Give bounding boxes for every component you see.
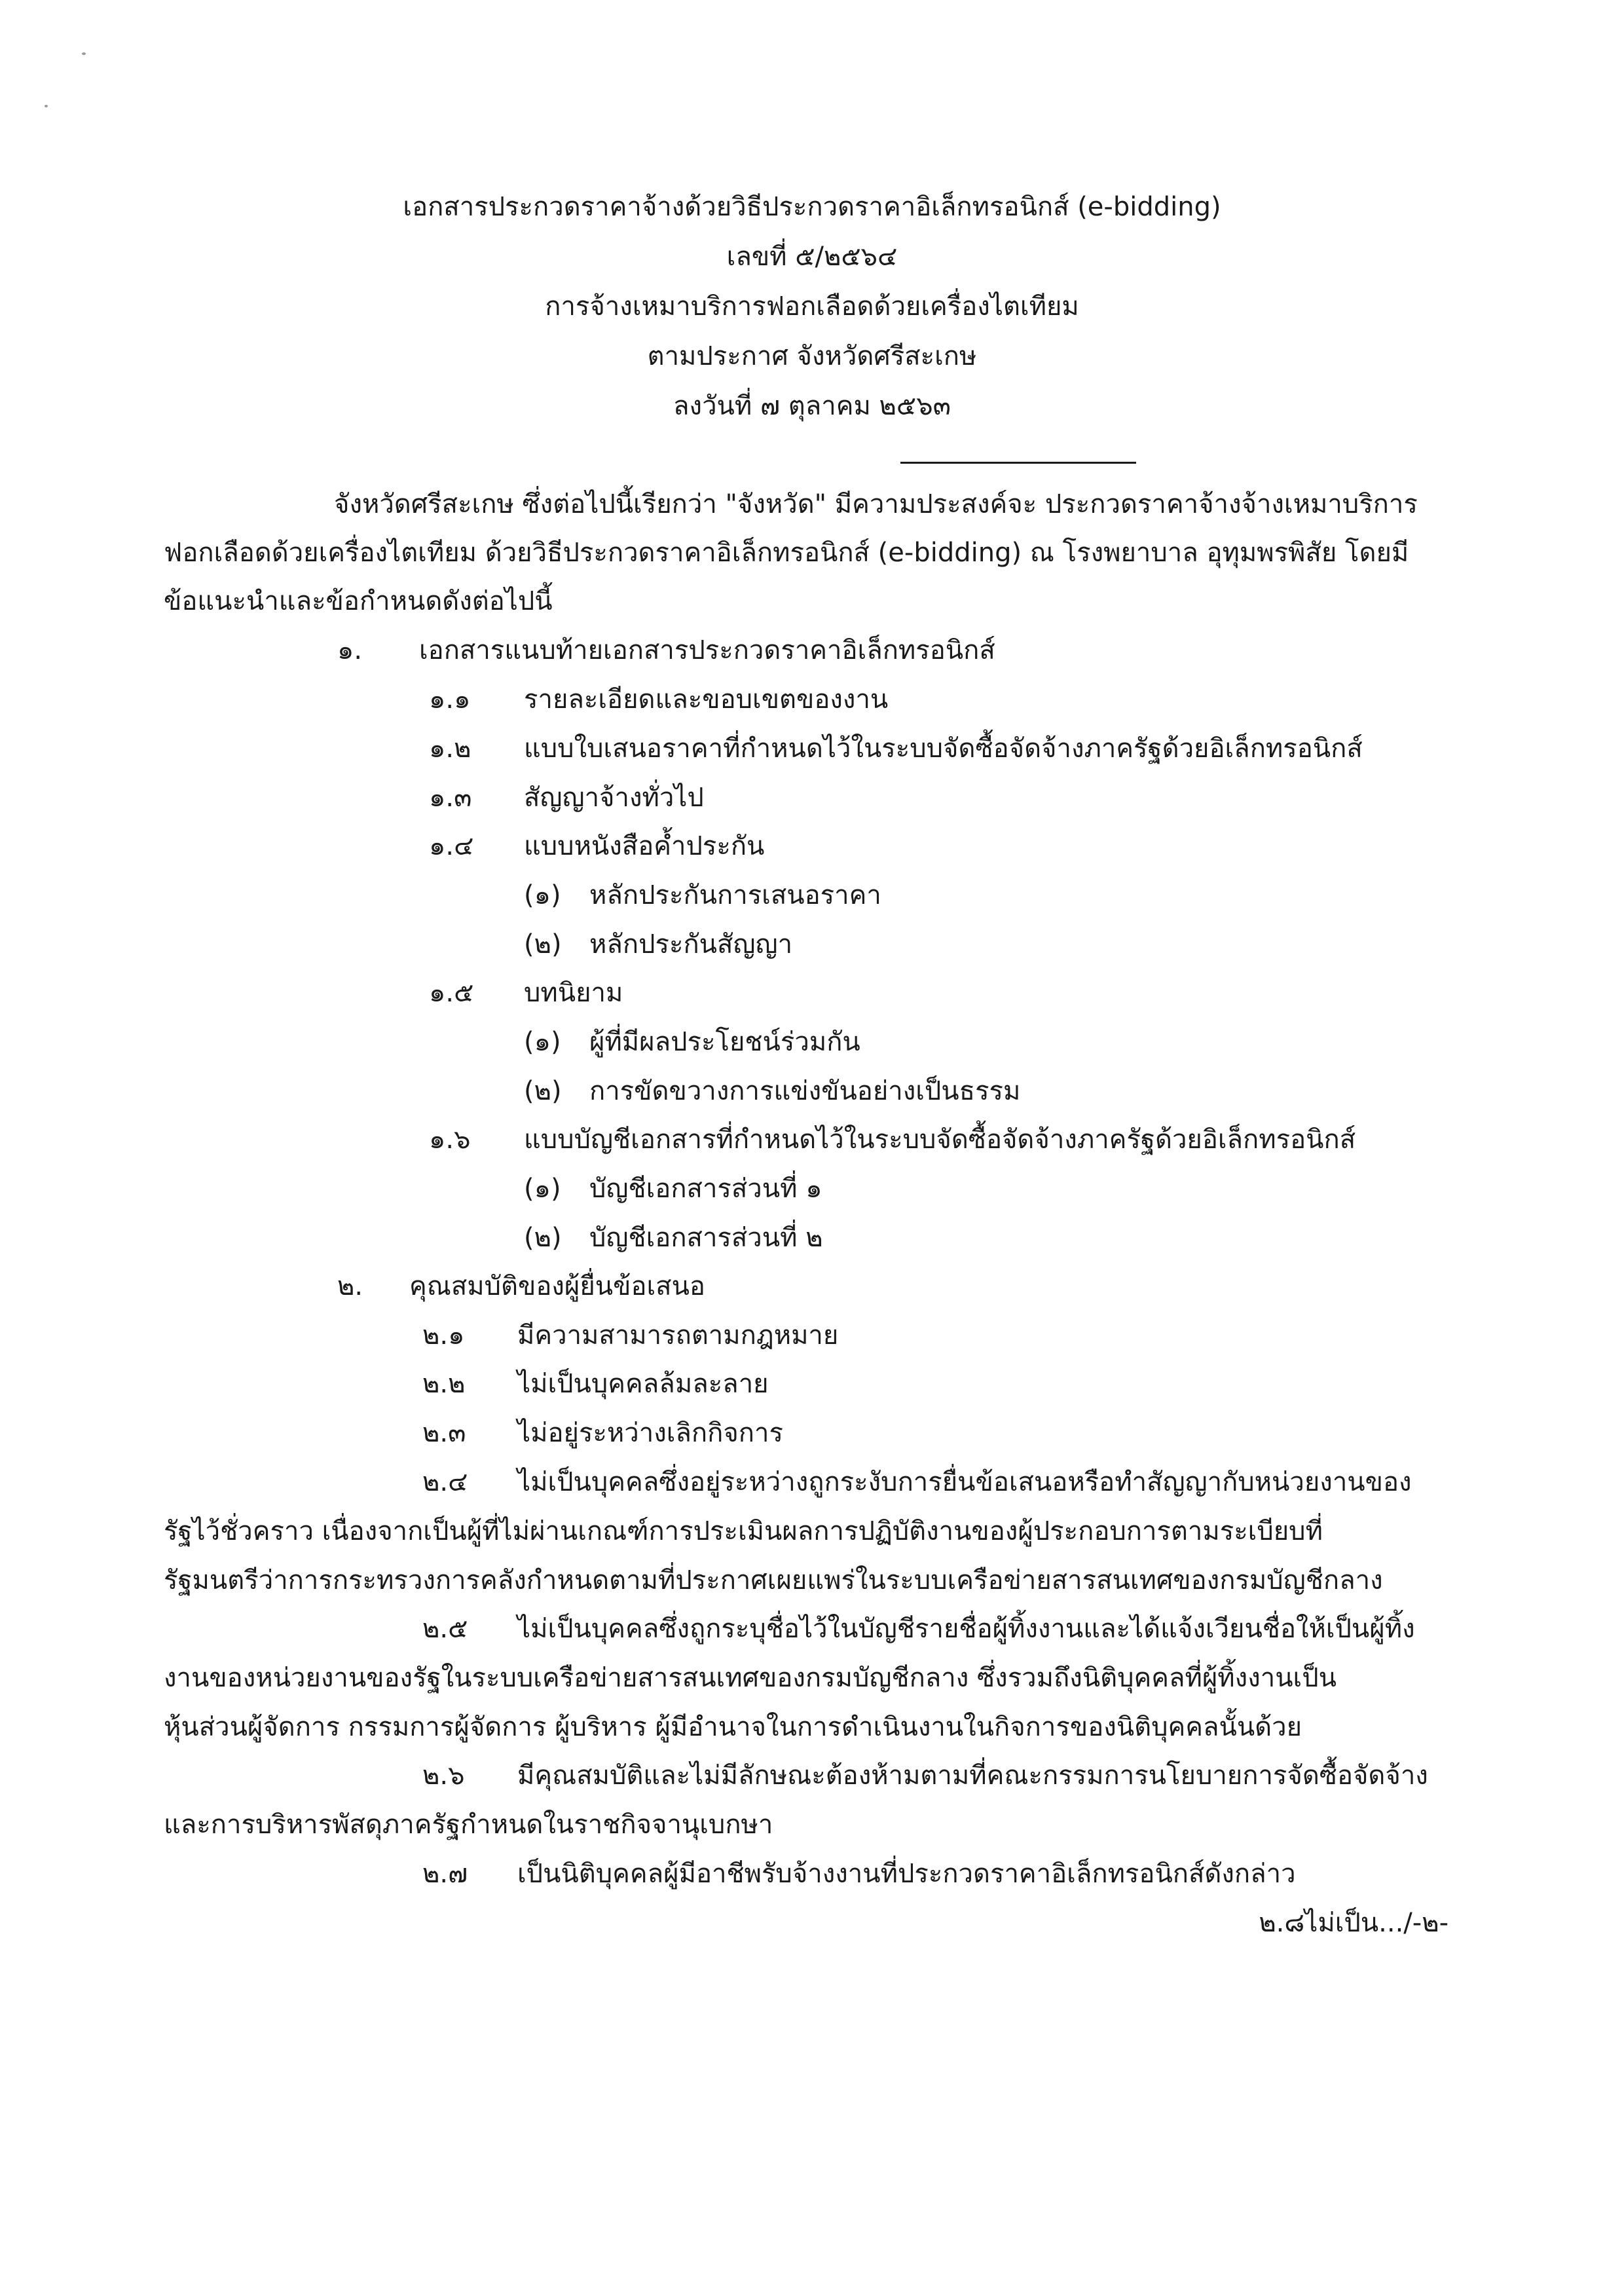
document-subject: การจ้างเหมาบริการฟอกเลือดด้วยเครื่องไตเทียม bbox=[545, 291, 1079, 322]
item-text: ไม่เป็นบุคคลซึ่งอยู่ระหว่างถูกระงับการยื่นข้อเสนอหรือทำสัญญากับหน่วยงานของ bbox=[517, 1467, 1412, 1497]
subitem-text: หลักประกันการเสนอราคา bbox=[589, 880, 881, 910]
subitem-number: (๒) bbox=[524, 1223, 562, 1253]
item-number: ๑.๑ bbox=[429, 684, 471, 715]
page-continuation: ๒.๘ไม่เป็น.../-๒- bbox=[1259, 1908, 1449, 1938]
subitem-number: (๒) bbox=[524, 1076, 562, 1106]
item-text-continued: รัฐมนตรีว่าการกระทรวงการคลังกำหนดตามที่ประกาศเผยแพร่ในระบบเครือข่ายสารสนเทศของกรมบัญชีกลาง bbox=[164, 1565, 1383, 1595]
item-text: บทนิยาม bbox=[524, 978, 623, 1008]
item-number: ๒.๕ bbox=[422, 1614, 468, 1644]
item-text: มีคุณสมบัติและไม่มีลักษณะต้องห้ามตามที่คณะกรรมการนโยบายการจัดซื้อจัดจ้าง bbox=[517, 1761, 1428, 1791]
item-text: รายละเอียดและขอบเขตของงาน bbox=[524, 684, 889, 715]
subitem-text: บัญชีเอกสารส่วนที่ ๒ bbox=[589, 1223, 823, 1253]
item-number: ๒.๓ bbox=[422, 1418, 466, 1448]
item-text: แบบหนังสือค้ำประกัน bbox=[524, 831, 765, 861]
subitem-number: (๑) bbox=[524, 1027, 561, 1057]
item-text: เป็นนิติบุคคลผู้มีอาชีพรับจ้างงานที่ประกวดราคาอิเล็กทรอนิกส์ดังกล่าว bbox=[517, 1859, 1296, 1889]
item-text: สัญญาจ้างทั่วไป bbox=[524, 783, 704, 813]
item-text: ไม่เป็นบุคคลล้มละลาย bbox=[517, 1369, 769, 1399]
intro-line: ข้อแนะนำและข้อกำหนดดังต่อไปนี้ bbox=[164, 586, 553, 616]
item-text: ไม่เป็นบุคคลซึ่งถูกระบุชื่อไว้ในบัญชีรายชื่อผู้ทิ้งงานและได้แจ้งเวียนชื่อให้เป็นผู้ทิ้ง bbox=[517, 1614, 1415, 1644]
document-title: เอกสารประกวดราคาจ้างด้วยวิธีประกวดราคาอิเล็กทรอนิกส์ (e-bidding) bbox=[403, 192, 1221, 222]
intro-line: จังหวัดศรีสะเกษ ซึ่งต่อไปนี้เรียกว่า "จังหวัด" มีความประสงค์จะ ประกวดราคาจ้างจ้างเหมาบริการ bbox=[334, 489, 1418, 519]
subitem-number: (๒) bbox=[524, 929, 562, 960]
item-text: แบบบัญชีเอกสารที่กำหนดไว้ในระบบจัดซื้อจัดจ้างภาครัฐด้วยอิเล็กทรอนิกส์ bbox=[524, 1125, 1356, 1155]
item-number: ๑.๓ bbox=[429, 783, 472, 813]
scan-speck bbox=[45, 105, 48, 107]
subitem-number: (๑) bbox=[524, 1174, 561, 1204]
item-text-continued: งานของหน่วยงานของรัฐในระบบเครือข่ายสารสนเทศของกรมบัญชีกลาง ซึ่งรวมถึงนิติบุคคลที่ผู้ทิ้งงานเป็น bbox=[164, 1663, 1337, 1693]
section-title: คุณสมบัติของผู้ยื่นข้อเสนอ bbox=[409, 1271, 705, 1301]
item-number: ๑.๒ bbox=[429, 734, 471, 764]
item-number: ๒.๔ bbox=[422, 1467, 468, 1497]
item-number: ๑.๔ bbox=[429, 831, 474, 861]
subitem-text: ผู้ที่มีผลประโยชน์ร่วมกัน bbox=[589, 1027, 860, 1057]
scan-speck bbox=[82, 52, 86, 55]
document-date: ลงวันที่ ๗ ตุลาคม ๒๕๖๓ bbox=[673, 391, 951, 421]
item-number: ๒.๑ bbox=[422, 1320, 465, 1351]
subitem-text: หลักประกันสัญญา bbox=[589, 929, 793, 960]
item-text-continued: หุ้นส่วนผู้จัดการ กรรมการผู้จัดการ ผู้บริหาร ผู้มีอำนาจในการดำเนินงานในกิจการของนิติบุคคลนั้นด้วย bbox=[164, 1712, 1302, 1742]
subitem-text: บัญชีเอกสารส่วนที่ ๑ bbox=[589, 1174, 822, 1204]
section-number: ๑. bbox=[337, 635, 363, 665]
item-number: ๒.๗ bbox=[422, 1859, 468, 1889]
item-text-continued: รัฐไว้ชั่วคราว เนื่องจากเป็นผู้ที่ไม่ผ่านเกณฑ์การประเมินผลการปฏิบัติงานของผู้ประกอบการตามระเบียบที่ bbox=[164, 1516, 1323, 1546]
item-text: แบบใบเสนอราคาที่กำหนดไว้ในระบบจัดซื้อจัดจ้างภาครัฐด้วยอิเล็กทรอนิกส์ bbox=[524, 734, 1363, 764]
item-number: ๒.๒ bbox=[422, 1369, 466, 1399]
intro-line: ฟอกเลือดด้วยเครื่องไตเทียม ด้วยวิธีประกวดราคาอิเล็กทรอนิกส์ (e-bidding) ณ โรงพยาบาล อุทุมพรพิสัย โดยมี bbox=[164, 538, 1409, 568]
item-text-continued: และการบริหารพัสดุภาครัฐกำหนดในราชกิจจานุเบกษา bbox=[164, 1810, 773, 1840]
item-number: ๑.๕ bbox=[429, 978, 474, 1008]
section-title: เอกสารแนบท้ายเอกสารประกวดราคาอิเล็กทรอนิกส์ bbox=[419, 635, 995, 665]
section-number: ๒. bbox=[337, 1271, 363, 1301]
header-divider bbox=[900, 462, 1136, 464]
document-number: เลขที่ ๕/๒๕๖๔ bbox=[726, 242, 898, 272]
subitem-text: การขัดขวางการแข่งขันอย่างเป็นธรรม bbox=[589, 1076, 1021, 1106]
item-number: ๒.๖ bbox=[422, 1761, 465, 1791]
announcement-line: ตามประกาศ จังหวัดศรีสะเกษ bbox=[647, 341, 977, 371]
item-number: ๑.๖ bbox=[429, 1125, 471, 1155]
item-text: ไม่อยู่ระหว่างเลิกกิจการ bbox=[517, 1418, 783, 1448]
item-text: มีความสามารถตามกฎหมาย bbox=[517, 1320, 839, 1351]
subitem-number: (๑) bbox=[524, 880, 561, 910]
